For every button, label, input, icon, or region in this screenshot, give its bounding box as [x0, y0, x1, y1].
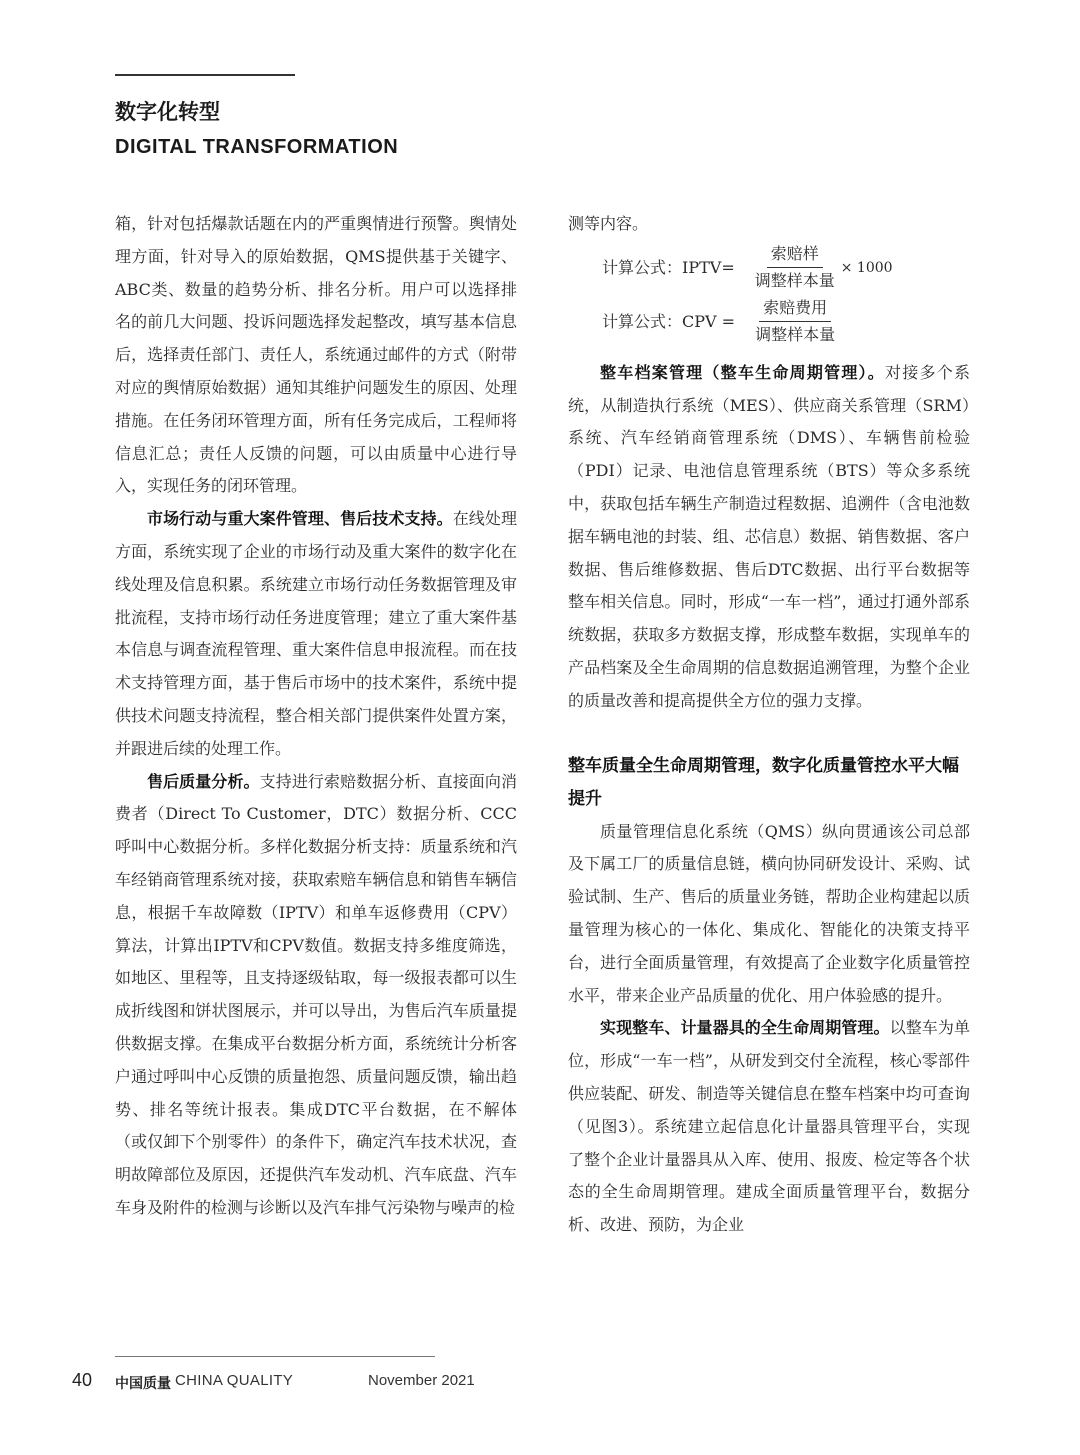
paragraph [568, 1012, 970, 1242]
formula-label: 计算公式：CPV = [602, 311, 736, 331]
page-number: 40 [72, 1370, 93, 1390]
lead-in: 售后质量分析。 [147, 771, 260, 791]
numerator: 索赔样 [767, 244, 823, 268]
magazine-name-cn: 中国质量 [115, 1376, 171, 1392]
section-title-cn: 数字化转型 [115, 100, 220, 124]
paragraph [568, 357, 970, 718]
paragraph-body: 对接多个系统，从制造执行系统（MES）、供应商关系管理（SRM）系统、汽车经销商管理系统（DMS）、车辆售前检验（PDI）记录、电池信息管理系统（BTS）等众多系统中，获取包括车辆生产制造过程数据、追溯件（含电池数据车辆电池的封装、组、芯信息）数据、销售数据、客户数据、售后维修数据、售后DTC数据、出行平台数据等整车相关信息。同时，形成“一车一档”，通过打通外部系统数据，获取多方数据支撑，形成整车数据，实现单车的产品档案及全生命周期的信息数据追溯管理，为整个企业的质量改善和提高提供全方位的强力支撑。 [568, 362, 970, 710]
paragraph-body: 以整车为单位，形成“一车一档”，从研发到交付全流程，核心零部件供应装配、研发、制造等关键信息在整车档案中均可查询（见图3）。系统建立起信息化计量器具管理平台，实现了整个企业计量器具从入库、使用、报废、检定等各个状态的全生命周期管理。建成全面质量管理平台，数据分析、改进、预防，为企业 [568, 1018, 970, 1235]
paragraph-body: 支持进行索赔数据分析、直接面向消费者（Direct To Customer，DTC）数据分析、CCC呼叫中心数据分析。多样化数据分析支持：质量系统和汽车经销商管理系统对接，获取索赔车辆信息和销售车辆信息，根据千车故障数（IPTV）和单车返修费用（CPV）算法，计算出IPTV和CPV数值。数据支持多维度筛选，如地区、里程等，且支持逐级钻取，每一级报表都可以生成折线图和饼状图展示，并可以导出，为售后汽车质量提供数据支撑。在集成平台数据分析方面，系统统计分析客户通过呼叫中心反馈的质量抱怨、质量问题反馈，输出趋势、排名等统计报表。集成DTC平台数据，在不解体（或仅卸下个别零件）的条件下，确定汽车技术状况，查明故障部位及原因，还提供汽车发动机、汽车底盘、汽车车身及附件的检测与诊断以及汽车排气污染物与噪声的检 [115, 771, 517, 1217]
subheading: 整车质量全生命周期管理，数字化质量管控水平大幅提升 [568, 755, 959, 809]
footer-rule [115, 1356, 435, 1357]
paragraph: 箱，针对包括爆款话题在内的严重舆情进行预警。舆情处理方面，针对导入的原始数据，QMS提供基于关键字、ABC类、数量的趋势分析、排名分析。用户可以选择排名的前几大问题、投诉问题选择发起整改，填写基本信息后，选择责任部门、责任人，系统通过邮件的方式（附带对应的舆情原始数据）通知其维护问题发生的原因、处理措施。在任务闭环管理方面，所有任务完成后，工程师将信息汇总；责任人反馈的问题，可以由质量中心进行导入，实现任务的闭环管理。 [115, 214, 517, 496]
paragraph: 测等内容。 [568, 214, 649, 233]
formula-iptv [568, 243, 970, 293]
paragraph [115, 503, 517, 765]
multiplier: × 1000 [840, 259, 893, 276]
formula-label: 计算公式：IPTV= [602, 257, 735, 277]
right-column [568, 208, 970, 1242]
paragraph: 质量管理信息化系统（QMS）纵向贯通该公司总部及下属工厂的质量信息链，横向协同研发设计、采购、试验试制、生产、售后的质量业务链，帮助企业构建起以质量管理为核心的一体化、集成化、智能化的决策支持平台，进行全面质量管理，有效提高了企业数字化质量管控水平，带来企业产品质量的优化、用户体验感的提升。 [568, 821, 970, 1005]
lead-in: 市场行动与重大案件管理、售后技术支持。 [147, 509, 453, 529]
denominator: 调整样本量 [755, 325, 836, 345]
lead-in: 整车档案管理（整车生命周期管理）。 [600, 362, 886, 382]
fraction [751, 244, 839, 291]
lead-in: 实现整车、计量器具的全生命周期管理。 [600, 1018, 890, 1038]
formula-cpv [568, 297, 970, 347]
left-column [115, 208, 517, 1225]
issue-date: November 2021 [368, 1372, 475, 1389]
fraction [751, 298, 839, 345]
magazine-name-en: CHINA QUALITY [175, 1372, 294, 1389]
numerator: 索赔费用 [759, 298, 831, 322]
paragraph-body: 在线处理方面，系统实现了企业的市场行动及重大案件的数字化在线处理及信息积累。系统建立市场行动任务数据管理及审批流程，支持市场行动任务进度管理；建立了重大案件基本信息与调查流程管理、重大案件信息申报流程。而在技术支持管理方面，基于售后市场中的技术案件，系统中提供技术问题支持流程，整合相关部门提供案件处置方案，并跟进后续的处理工作。 [115, 509, 517, 758]
header-rule [115, 74, 295, 76]
section-title-en: DIGITAL TRANSFORMATION [115, 136, 399, 158]
paragraph [115, 766, 517, 1225]
denominator: 调整样本量 [754, 271, 835, 291]
